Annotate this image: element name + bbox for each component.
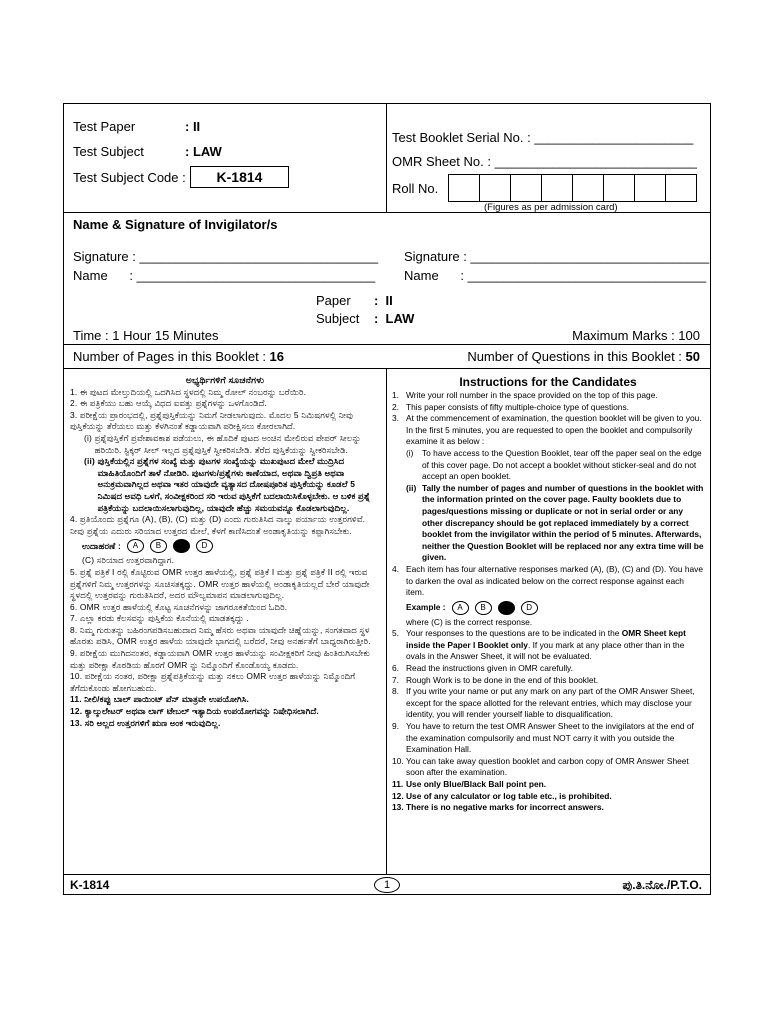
paper-value: : II (374, 293, 393, 308)
oval-a: A (127, 539, 144, 553)
oval-b: B (475, 601, 492, 615)
divider (64, 212, 710, 213)
oval-d: D (521, 601, 538, 615)
subject-label: Subject (316, 311, 360, 326)
english-example-note: where (C) is the correct response. (406, 616, 533, 627)
english-item-11: Use only Blue/Black Ball point pen. (406, 779, 547, 789)
invigilator-name-right: Name : _________________________________ (404, 268, 707, 283)
test-paper-label: Test Paper (73, 119, 136, 134)
test-subject-label: Test Subject (73, 144, 144, 159)
test-subject-value: : LAW (185, 144, 222, 159)
roll-no-label: Roll No. (392, 181, 439, 196)
roll-note: (Figures as per admission card) (484, 202, 618, 213)
instructions-divider (386, 368, 387, 874)
page-number: 1 (374, 877, 400, 893)
divider (64, 368, 710, 369)
oval-b: B (150, 539, 167, 553)
english-item-10: You can take away question booklet and carbon copy of OMR Answer Sheet soon after the examination. (406, 755, 689, 778)
english-title: Instructions for the Candidates (459, 375, 637, 389)
footer-divider (64, 874, 710, 875)
divider (64, 344, 710, 345)
maximum-marks: Maximum Marks : 100 (572, 328, 700, 343)
kannada-item-2: 2. ಈ ಪತ್ರಿಕೆಯು ಬಹು ಆಯ್ಕೆ ವಿಧದ ಐವತ್ತು ಪ್ರಶ್ನೆಗಳನ್ನು ಒಳಗೊಂಡಿದೆ. (70, 398, 268, 409)
invigilator-title: Name & Signature of Invigilator/s (73, 217, 278, 232)
english-item-3-ii: Tally the number of pages and number of questions in the booklet with the information printed on the cover page. Faulty booklets due to pages/questions missing or duplicate or not in serial order or any other discrepancy should be got replaced immediately by a correct booklet from the invigilator within the period of 5 minutes. Afterwards, neither the Question Booklet will be replaced nor any extra time will be given. (422, 482, 704, 563)
kannada-item-4: 4. ಪ್ರತಿಯೊಂದು ಪ್ರಶ್ನೆಗೂ (A), (B), (C) ಮತ್ತು (D) ಎಂದು ಗುರುತಿಸಿದ ನಾಲ್ಕು ಪರ್ಯಾಯ ಉತ್ತರಗಳಿವೆ. ನೀವು ಪ್ರಶ್ನೆಯ ಎದುರು ಸರಿಯಾದ ಉತ್ತರದ ಮೇಲೆ, ಕೆಳಗೆ ಕಾಣಿಸಿದಂತೆ ಅಂಡಾಕೃತಿಯನ್ನು ಕಪ್ಪಾಗಿಸಬೇಕು. (70, 514, 366, 536)
invigilator-name-left: Name : _________________________________ (73, 268, 376, 283)
english-item-7: Rough Work is to be done in the end of this booklet. (406, 674, 599, 685)
test-paper-value: : II (185, 119, 201, 134)
english-item-3-i: To have access to the Question Booklet, tear off the paper seal on the edge of this cover page. Do not accept a booklet without sticker-seal and do not accept an open booklet. (422, 447, 702, 482)
kannada-item-3-i: ಪ್ರಶ್ನೆಪುಸ್ತಿಕೆಗೆ ಪ್ರವೇಶಾವಕಾಶ ಪಡೆಯಲು, ಈ ಹೊದಿಕೆ ಪುಟದ ಅಂಚಿನ ಮೇಲಿರುವ ಪೇಪರ್ ಸೀಲನ್ನು ಹರಿಯಿರಿ. ಸ್ಟಿಕ್ಕರ್ ಸೀಲ್ ಇಲ್ಲದ ಪ್ರಶ್ನೆಪುಸ್ತಿಕೆ ಸ್ವೀಕರಿಸಬೇಡಿ. ತೆರೆದ ಪುಸ್ತಿಕೆಯನ್ನು ಸ್ವೀಕರಿಸಬೇಡಿ. (94, 432, 362, 455)
invigilator-signature-left: Signature : _________________________________ (73, 249, 379, 264)
questions-count: Number of Questions in this Booklet : 50 (467, 349, 700, 364)
english-item-1: Write your roll number in the space provided on the top of this page. (406, 390, 658, 400)
booklet-serial-field: Test Booklet Serial No. : ______________________ (392, 130, 694, 145)
kannada-item-12: 12. ಕ್ಯಾಲ್ಕುಲೇಟರ್ ಅಥವಾ ಲಾಗ್ ಟೇಬಲ್ ಇತ್ಯಾದಿಯ ಉಪಯೋಗವನ್ನು ನಿಷೇಧಿಸಲಾಗಿದೆ. (70, 706, 319, 717)
english-item-9: You have to return the test OMR Answer Sheet to the invigilators at the end of the examination compulsorily and must NOT carry it with you outside the Examination Hall. (406, 721, 694, 755)
test-subject-code-label: Test Subject Code : (73, 170, 186, 185)
oval-c-filled (498, 601, 515, 615)
kannada-item-3: 3. ಪರೀಕ್ಷೆಯ ಪ್ರಾರಂಭದಲ್ಲಿ, ಪ್ರಶ್ನೆಪುಸ್ತಿಕೆಯನ್ನು ನಿಮಗೆ ನೀಡಲಾಗುವುದು. ಮೊದಲ 5 ನಿಮಿಷಗಳಲ್ಲಿ ನೀವು ಪುಸ್ತಿಕೆಯನ್ನು ತೆರೆಯಲು ಮತ್ತು ಕೆಳಗಿನಂತೆ ಕಡ್ಡಾಯವಾಗಿ ಪರೀಕ್ಷಿಸಲು ಕೋರಲಾಗಿದೆ. (70, 409, 354, 432)
kannada-item-8: 8. ನಿಮ್ಮ ಗುರುತನ್ನು ಬಹಿರಂಗಪಡಿಸಬಹುದಾದ ನಿಮ್ಮ ಹೆಸರು ಅಥವಾ ಯಾವುದೇ ಚಿಹ್ನೆಯನ್ನು, ಸಂಗತವಾದ ಸ್ಥಳ ಹೊರತು ಪಡಿಸಿ, OMR ಉತ್ತರ ಹಾಳೆಯ ಯಾವುದೇ ಭಾಗದಲ್ಲಿ ಬರೆದರೆ, ನೀವು ಅನರ್ಹತೆಗೆ ಬಾಧ್ಯರಾಗಿರುತ್ತೀರಿ. (70, 624, 371, 647)
roll-number-boxes (448, 174, 697, 202)
kannada-example-note: (C) ಸರಿಯಾದ ಉತ್ತರವಾಗಿದ್ದಾಗ. (82, 555, 175, 566)
english-item-4: Each item has four alternative responses marked (A), (B), (C) and (D). You have to darken the oval as indicated below on the correct response against each item. (406, 563, 703, 598)
header-divider (386, 104, 387, 212)
footer-code: K-1814 (70, 878, 110, 892)
invigilator-signature-right: Signature : _________________________________ (404, 249, 710, 264)
oval-a: A (452, 601, 469, 615)
kannada-item-6: 6. OMR ಉತ್ತರ ಹಾಳೆಯಲ್ಲಿ ಕೊಟ್ಟ ಸೂಚನೆಗಳನ್ನು ಜಾಗರೂಕತೆಯಿಂದ ಓದಿರಿ. (70, 601, 288, 612)
exam-cover-sheet (63, 103, 711, 895)
omr-sheet-field: OMR Sheet No. : ____________________________ (392, 154, 698, 169)
kannada-item-10: 10. ಪರೀಕ್ಷೆಯ ನಂತರ, ಪರೀಕ್ಷಾ ಪ್ರಶ್ನೆಪತ್ರಿಕೆಯನ್ನು ಮತ್ತು ನಕಲು OMR ಉತ್ತರ ಹಾಳೆಯನ್ನು ನಿಮ್ಮೊಂದಿಗೆ ತೆಗೆದುಕೊಂಡು ಹೋಗಬಹುದು. (70, 671, 356, 693)
kannada-example: ಉದಾಹರಣೆ : A B D (70, 539, 380, 553)
english-instructions: Instructions for the Candidates 1. Write your roll number in the space provided on the top of this page. 2. This paper consists of fifty multiple-choice type of questions. 3. At the commencement of examination, the question booklet will be given to you. In the first 5 minutes, you are requested to open the booklet and compulsorily examine it as below : (i) To have access to the Question Booklet, tear off the paper seal on the edge of this cover page. Do not accept a booklet without sticker-seal and do not accept an open booklet. (ii) Tally the number of pages and number of questions in the booklet with the information printed on the cover page. Faulty booklets due to pages/questions missing or duplicate or not in serial order or any other discrepancy should be got replaced immediately by a correct booklet from the invigilator within the period of 5 minutes. Afterwards, neither the Question Booklet will be replaced nor any extra time will be given. 4. Each item has four alternative responses marked (A), (B), (C) and (D). You have to darken the oval as indicated below on the correct response against each item. Example : A B D where (C) is the correct response. 5. Your responses to the questions are to be indicated in the OMR Sheet kept inside the Paper I Booklet only. If you mark at any place other than in the ovals in the Answer Sheet, it will not be evaluated. 6. Read the instructions given in OMR carefully. 7. Rough Work is to be done in the end of this booklet. 8. If you write your name or put any mark on any part of the OMR Answer Sheet, except for the space allotted for the relevant entries, which may disclose your identity, you will render yourself liable to disqualification. 9. You have to return the test OMR Answer Sheet to the invigilators at the end of the examination compulsorily and must NOT carry it with you outside the Examination Hall. 10. You can take away question booklet and carbon copy of OMR Answer Sheet soon after the examination. 11. Use only Blue/Black Ball point pen. 12. Use of any calculator or log table etc., is prohibited. 13. There is no negative marks for incorrect answers. (392, 375, 704, 813)
kannada-item-13: 13. ಸರಿ ಅಲ್ಲದ ಉತ್ತರಗಳಿಗೆ ಋಣ ಅಂಕ ಇರುವುದಿಲ್ಲ. (70, 717, 221, 728)
kannada-title: ಅಭ್ಯರ್ಥಿಗಳಿಗೆ ಸೂಚನೆಗಳು (185, 375, 265, 385)
pages-count: Number of Pages in this Booklet : 16 (73, 349, 285, 364)
kannada-item-1: 1. ಈ ಪುಟದ ಮೇಲ್ತುದಿಯಲ್ಲಿ ಒದಗಿಸಿದ ಸ್ಥಳದಲ್ಲಿ ನಿಮ್ಮ ರೋಲ್ ನಂಬರನ್ನು ಬರೆಯಿರಿ. (70, 386, 307, 397)
test-subject-code-box: K-1814 (190, 166, 289, 188)
english-item-2: This paper consists of fifty multiple-choice type of questions. (406, 401, 629, 412)
english-item-12: Use of any calculator or log table etc., is prohibited. (406, 790, 612, 801)
english-example: Example : A B D (392, 601, 704, 615)
oval-d: D (196, 539, 213, 553)
oval-c-filled (173, 539, 190, 553)
english-item-5: Your responses to the questions are to be indicated in the OMR Sheet kept inside the Paper I Booklet only. If you mark at any place other than in the ovals in the Answer Sheet, it will not be evaluated. (406, 628, 686, 662)
english-item-3: At the commencement of examination, the question booklet will be given to you. In the first 5 minutes, you are requested to open the booklet and compulsorily examine it as below : (406, 413, 702, 447)
exam-time: Time : 1 Hour 15 Minutes (73, 328, 219, 343)
english-item-13: There is no negative marks for incorrect answers. (406, 802, 604, 813)
subject-value: : LAW (374, 311, 415, 326)
kannada-item-9: 9. ಪರೀಕ್ಷೆಯ ಮುಗಿದನಂತರ, ಕಡ್ಡಾಯವಾಗಿ OMR ಉತ್ತರ ಹಾಳೆಯನ್ನು ಸಂವೀಕ್ಷಕರಿಗೆ ನೀವು ಹಿಂತಿರುಗಿಸಬೇಕು ಮತ್ತು ಪರೀಕ್ಷಾ ಕೊಠಡಿಯ ಹೊರಗೆ OMR ನ್ನು ನಿಮ್ಮೊಂದಿಗೆ ಕೊಂಡೊಯ್ಯ ಕೂಡದು. (70, 648, 371, 670)
kannada-item-3-ii: ಪುಸ್ತಿಕೆಯಲ್ಲಿನ ಪ್ರಶ್ನೆಗಳ ಸಂಖ್ಯೆ ಮತ್ತು ಪುಟಗಳ ಸಂಖ್ಯೆಯನ್ನು ಮುಖಪುಟದ ಮೇಲೆ ಮುದ್ರಿಸಿದ ಮಾಹಿತಿಯೊಂದಿಗೆ ತಾಳೆ ನೋಡಿರಿ. ಪುಟಗಳು/ಪ್ರಶ್ನೆಗಳು ಕಾಣೆಯಾದ, ಅಥವಾ ದ್ವಿಪ್ರತಿ ಅಥವಾ ಅನುಕ್ರಮವಾಗಿಲ್ಲದ ಅಥವಾ ಇತರ ಯಾವುದೇ ವ್ಯತ್ಯಾಸದ ದೋಷಪೂರಿತ ಪುಸ್ತಿಕೆಯನ್ನು ಕೂಡಲೆ 5 ನಿಮಿಷದ ಅವಧಿ ಒಳಗೆ, ಸಂವೀಕ್ಷಕರಿಂದ ಸರಿ ಇರುವ ಪುಸ್ತಿಕೆಗೆ ಬದಲಾಯಿಸಿಕೊಳ್ಳಬೇಕು. ಆ ಬಳಿಕ ಪ್ರಶ್ನೆ ಪತ್ರಿಕೆಯನ್ನು ಬದಲಾಯಿಸಲಾಗುವುದಿಲ್ಲ, ಯಾವುದೇ ಹೆಚ್ಚು ಸಮಯವನ್ನೂ ಕೊಡಲಾಗುವುದಿಲ್ಲ. (97, 456, 371, 513)
english-item-8: If you write your name or put any mark on any part of the OMR Answer Sheet, except for the space allotted for the relevant entries, which may disclose your identity, you will render yourself liable to disqualification. (406, 686, 695, 720)
paper-label: Paper (316, 293, 351, 308)
english-item-6: Read the instructions given in OMR carefully. (406, 663, 573, 674)
pto-label: ಪು.ತಿ.ನೋ./P.T.O. (622, 878, 702, 892)
kannada-item-11: 11. ನೀಲಿ/ಕಪ್ಪು ಬಾಲ್ ಪಾಯಿಂಟ್ ಪೆನ್ ಮಾತ್ರವೇ ಉಪಯೋಗಿಸಿ. (70, 694, 250, 705)
kannada-item-7: 7. ಎಲ್ಲಾ ಕರಡು ಕೆಲಸವನ್ನು ಪುಸ್ತಿಕೆಯ ಕೊನೆಯಲ್ಲಿ ಮಾಡತಕ್ಕದ್ದು . (70, 613, 250, 624)
kannada-item-5: 5. ಪ್ರಶ್ನೆ ಪತ್ರಿಕೆ I ರಲ್ಲಿ ಕೊಟ್ಟಿರುವ OMR ಉತ್ತರ ಹಾಳೆಯಲ್ಲಿ, ಪ್ರಶ್ನೆ ಪತ್ರಿಕೆ I ಮತ್ತು ಪ್ರಶ್ನೆ ಪತ್ರಿಕೆ II ರಲ್ಲಿ ಇರುವ ಪ್ರಶ್ನೆಗಳಿಗೆ ನಿಮ್ಮ ಉತ್ತರಗಳನ್ನು ಸೂಚಿಸತಕ್ಕದ್ದು. OMR ಉತ್ತರ ಹಾಳೆಯಲ್ಲಿ ಅಂಡಾಕೃತಿಯಲ್ಲದೆ ಬೇರೆ ಯಾವುದೇ ಸ್ಥಳದಲ್ಲಿ ಉತ್ತರವನ್ನು ಗುರುತಿಸಿದರೆ, ಅದರ ಮೌಲ್ಯಮಾಪನ ಮಾಡಲಾಗುವುದಿಲ್ಲ. (70, 566, 370, 601)
kannada-instructions: ಅಭ್ಯರ್ಥಿಗಳಿಗೆ ಸೂಚನೆಗಳು 1. ಈ ಪುಟದ ಮೇಲ್ತುದಿಯಲ್ಲಿ ಒದಗಿಸಿದ ಸ್ಥಳದಲ್ಲಿ ನಿಮ್ಮ ರೋಲ್ ನಂಬರನ್ನು ಬರೆಯಿರಿ. 2. ಈ ಪತ್ರಿಕೆಯು ಬಹು ಆಯ್ಕೆ ವಿಧದ ಐವತ್ತು ಪ್ರಶ್ನೆಗಳನ್ನು ಒಳಗೊಂಡಿದೆ. 3. ಪರೀಕ್ಷೆಯ ಪ್ರಾರಂಭದಲ್ಲಿ, ಪ್ರಶ್ನೆಪುಸ್ತಿಕೆಯನ್ನು ನಿಮಗೆ ನೀಡಲಾಗುವುದು. ಮೊದಲ 5 ನಿಮಿಷಗಳಲ್ಲಿ ನೀವು ಪುಸ್ತಿಕೆಯನ್ನು ತೆರೆಯಲು ಮತ್ತು ಕೆಳಗಿನಂತೆ ಕಡ್ಡಾಯವಾಗಿ ಪರೀಕ್ಷಿಸಲು ಕೋರಲಾಗಿದೆ. (i) ಪ್ರಶ್ನೆಪುಸ್ತಿಕೆಗೆ ಪ್ರವೇಶಾವಕಾಶ ಪಡೆಯಲು, ಈ ಹೊದಿಕೆ ಪುಟದ ಅಂಚಿನ ಮೇಲಿರುವ ಪೇಪರ್ ಸೀಲನ್ನು ಹರಿಯಿರಿ. ಸ್ಟಿಕ್ಕರ್ ಸೀಲ್ ಇಲ್ಲದ ಪ್ರಶ್ನೆಪುಸ್ತಿಕೆ ಸ್ವೀಕರಿಸಬೇಡಿ. ತೆರೆದ ಪುಸ್ತಿಕೆಯನ್ನು ಸ್ವೀಕರಿಸಬೇಡಿ. (ii) ಪುಸ್ತಿಕೆಯಲ್ಲಿನ ಪ್ರಶ್ನೆಗಳ ಸಂಖ್ಯೆ ಮತ್ತು ಪುಟಗಳ ಸಂಖ್ಯೆಯನ್ನು ಮುಖಪುಟದ ಮೇಲೆ ಮುದ್ರಿಸಿದ ಮಾಹಿತಿಯೊಂದಿಗೆ ತಾಳೆ ನೋಡಿರಿ. ಪುಟಗಳು/ಪ್ರಶ್ನೆಗಳು ಕಾಣೆಯಾದ, ಅಥವಾ ದ್ವಿಪ್ರತಿ ಅಥವಾ ಅನುಕ್ರಮವಾಗಿಲ್ಲದ ಅಥವಾ ಇತರ ಯಾವುದೇ ವ್ಯತ್ಯಾಸದ ದೋಷಪೂರಿತ ಪುಸ್ತಿಕೆಯನ್ನು ಕೂಡಲೆ 5 ನಿಮಿಷದ ಅವಧಿ ಒಳಗೆ, ಸಂವೀಕ್ಷಕರಿಂದ ಸರಿ ಇರುವ ಪುಸ್ತಿಕೆಗೆ ಬದಲಾಯಿಸಿಕೊಳ್ಳಬೇಕು. ಆ ಬಳಿಕ ಪ್ರಶ್ನೆ ಪತ್ರಿಕೆಯನ್ನು ಬದಲಾಯಿಸಲಾಗುವುದಿಲ್ಲ, ಯಾವುದೇ ಹೆಚ್ಚು ಸಮಯವನ್ನೂ ಕೊಡಲಾಗುವುದಿಲ್ಲ. 4. ಪ್ರತಿಯೊಂದು ಪ್ರಶ್ನೆಗೂ (A), (B), (C) ಮತ್ತು (D) ಎಂದು ಗುರುತಿಸಿದ ನಾಲ್ಕು ಪರ್ಯಾಯ ಉತ್ತರಗಳಿವೆ. ನೀವು ಪ್ರಶ್ನೆಯ ಎದುರು ಸರಿಯಾದ ಉತ್ತರದ ಮೇಲೆ, ಕೆಳಗೆ ಕಾಣಿಸಿದಂತೆ ಅಂಡಾಕೃತಿಯನ್ನು ಕಪ್ಪಾಗಿಸಬೇಕು. ಉದಾಹರಣೆ : A B D (C) ಸರಿಯಾದ ಉತ್ತರವಾಗಿದ್ದಾಗ. 5. ಪ್ರಶ್ನೆ ಪತ್ರಿಕೆ I ರಲ್ಲಿ ಕೊಟ್ಟಿರುವ OMR ಉತ್ತರ ಹಾಳೆಯಲ್ಲಿ, ಪ್ರಶ್ನೆ ಪತ್ರಿಕೆ I ಮತ್ತು ಪ್ರಶ್ನೆ ಪತ್ರಿಕೆ II ರಲ್ಲಿ ಇರುವ ಪ್ರಶ್ನೆಗಳಿಗೆ ನಿಮ್ಮ ಉತ್ತರಗಳನ್ನು ಸೂಚಿಸತಕ್ಕದ್ದು. OMR ಉತ್ತರ ಹಾಳೆಯಲ್ಲಿ ಅಂಡಾಕೃತಿಯಲ್ಲದೆ ಬೇರೆ ಯಾವುದೇ ಸ್ಥಳದಲ್ಲಿ ಉತ್ತರವನ್ನು ಗುರುತಿಸಿದರೆ, ಅದರ ಮೌಲ್ಯಮಾಪನ ಮಾಡಲಾಗುವುದಿಲ್ಲ. 6. OMR ಉತ್ತರ ಹಾಳೆಯಲ್ಲಿ ಕೊಟ್ಟ ಸೂಚನೆಗಳನ್ನು ಜಾಗರೂಕತೆಯಿಂದ ಓದಿರಿ. 7. ಎಲ್ಲಾ ಕರಡು ಕೆಲಸವನ್ನು ಪುಸ್ತಿಕೆಯ ಕೊನೆಯಲ್ಲಿ ಮಾಡತಕ್ಕದ್ದು . 8. ನಿಮ್ಮ ಗುರುತನ್ನು ಬಹಿರಂಗಪಡಿಸಬಹುದಾದ ನಿಮ್ಮ ಹೆಸರು ಅಥವಾ ಯಾವುದೇ ಚಿಹ್ನೆಯನ್ನು, ಸಂಗತವಾದ ಸ್ಥಳ ಹೊರತು ಪಡಿಸಿ, OMR ಉತ್ತರ ಹಾಳೆಯ ಯಾವುದೇ ಭಾಗದಲ್ಲಿ ಬರೆದರೆ, ನೀವು ಅನರ್ಹತೆಗೆ ಬಾಧ್ಯರಾಗಿರುತ್ತೀರಿ. 9. ಪರೀಕ್ಷೆಯ ಮುಗಿದನಂತರ, ಕಡ್ಡಾಯವಾಗಿ OMR ಉತ್ತರ ಹಾಳೆಯನ್ನು ಸಂವೀಕ್ಷಕರಿಗೆ ನೀವು ಹಿಂತಿರುಗಿಸಬೇಕು ಮತ್ತು ಪರೀಕ್ಷಾ ಕೊಠಡಿಯ ಹೊರಗೆ OMR ನ್ನು ನಿಮ್ಮೊಂದಿಗೆ ಕೊಂಡೊಯ್ಯ ಕೂಡದು. 10. ಪರೀಕ್ಷೆಯ ನಂತರ, ಪರೀಕ್ಷಾ ಪ್ರಶ್ನೆಪತ್ರಿಕೆಯನ್ನು ಮತ್ತು ನಕಲು OMR ಉತ್ತರ ಹಾಳೆಯನ್ನು ನಿಮ್ಮೊಂದಿಗೆ ತೆಗೆದುಕೊಂಡು ಹೋಗಬಹುದು. 11. ನೀಲಿ/ಕಪ್ಪು ಬಾಲ್ ಪಾಯಿಂಟ್ ಪೆನ್ ಮಾತ್ರವೇ ಉಪಯೋಗಿಸಿ. 12. ಕ್ಯಾಲ್ಕುಲೇಟರ್ ಅಥವಾ ಲಾಗ್ ಟೇಬಲ್ ಇತ್ಯಾದಿಯ ಉಪಯೋಗವನ್ನು ನಿಷೇಧಿಸಲಾಗಿದೆ. 13. ಸರಿ ಅಲ್ಲದ ಉತ್ತರಗಳಿಗೆ ಋಣ ಅಂಕ ಇರುವುದಿಲ್ಲ. (70, 375, 380, 729)
